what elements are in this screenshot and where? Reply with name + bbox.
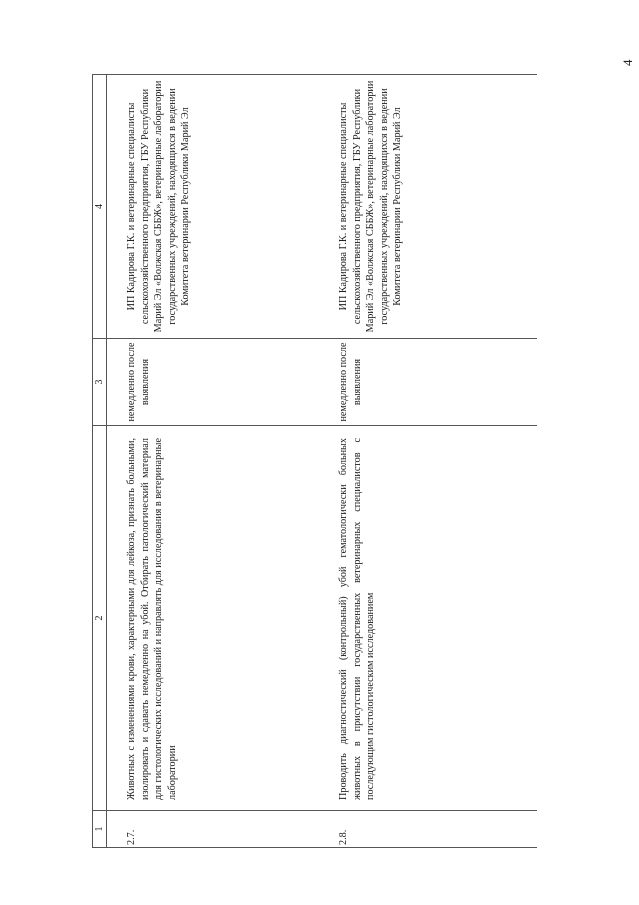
measures-table (92, 74, 537, 848)
rotated-document (92, 74, 527, 848)
row-number: 2.8. (319, 811, 537, 848)
table-header-row (93, 75, 107, 848)
page-number: 4 (620, 59, 635, 66)
row-term: немедленно после выявления (107, 339, 320, 426)
row-number: 2.7. (107, 811, 320, 848)
row-measure: Проводить диагностический (контрольный) убой гематологически больных животных в присутствии государственных ветеринарных специалистов с последующим гистологическим исследованием (319, 426, 537, 811)
header-col-2: 2 (93, 426, 107, 811)
table-row (107, 75, 320, 848)
header-col-1: 1 (93, 811, 107, 848)
header-col-3: 3 (93, 339, 107, 426)
header-col-4: 4 (93, 75, 107, 339)
row-responsible: ИП Кадирова Г.К. и ветеринарные специалисты сельскохозяйственного предприятия, ГБУ Республики Марий Эл «Волжская СББЖ», ветеринарные лаборатории государственных учреждений, находящихся в ведении Комитета ветеринарии Республики Марий Эл (319, 75, 537, 339)
row-measure: Животных с изменениями крови, характерными для лейкоза, признать больными, изолировать и сдавать немедленно на убой. Отбирать патологический материал для гистологических исследований и направлять для исследования в ветеринарные лаборатории (107, 426, 320, 811)
row-responsible: ИП Кадирова Г.К. и ветеринарные специалисты сельскохозяйственного предприятия, ГБУ Республики Марий Эл «Волжская СББЖ», ветеринарные лаборатории государственных учреждений, находящихся в ведении Комитета ветеринарии Республики Марий Эл (107, 75, 320, 339)
table-row (319, 75, 537, 848)
row-term: немедленно после выявления (319, 339, 537, 426)
